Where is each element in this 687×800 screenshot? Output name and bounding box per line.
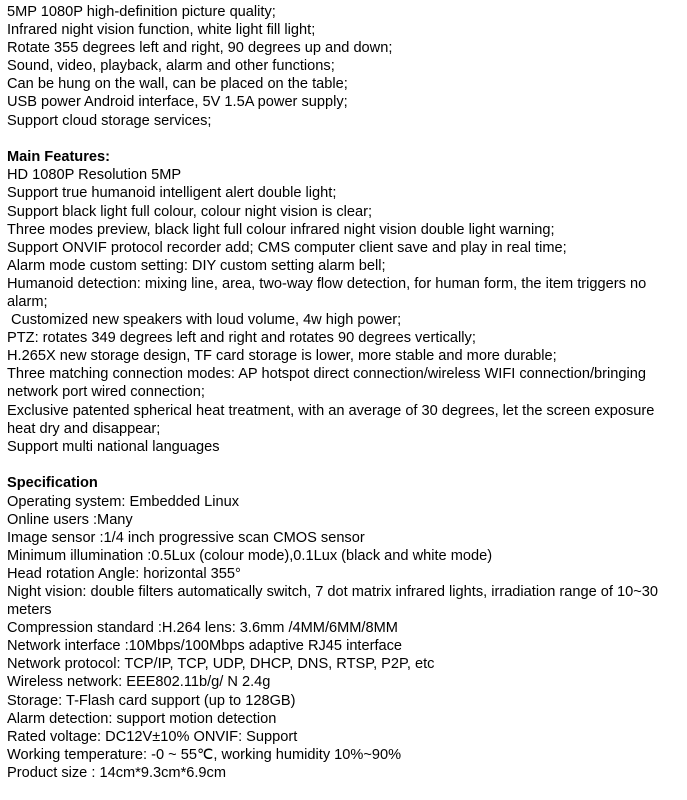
feature-item: HD 1080P Resolution 5MP [7,167,182,184]
intro-section [7,3,683,130]
spec-item: Product size : 14cm*9.3cm*6.9cm [7,764,226,781]
feature-item: PTZ: rotates 349 degrees left and right and rotates 90 degrees vertically; [7,330,476,347]
feature-item: Customized new speakers with loud volume, 4w high power; [7,312,402,329]
intro-line: 5MP 1080P high-definition picture quality; [7,4,276,20]
spec-item: Operating system: Embedded Linux [7,493,240,510]
specification-heading: Specification [7,475,98,492]
feature-item: Alarm mode custom setting: DIY custom setting alarm bell; [7,257,386,274]
spec-item: Night vision: double filters automatically switch, 7 dot matrix infrared lights, irradiation range of 10~30 meters [7,584,658,619]
spec-item: Head rotation Angle: horizontal 355° [7,565,241,582]
spec-item: Rated voltage: DC12V±10% ONVIF: Support [7,728,298,745]
intro-line: Support cloud storage services; [7,112,212,129]
section-spacer [7,456,683,475]
spec-item: Compression standard :H.264 lens: 3.6mm /4MM/6MM/8MM [7,620,398,637]
spec-item: Minimum illumination :0.5Lux (colour mode),0.1Lux (black and white mode) [7,547,493,564]
feature-item: Support multi national languages [7,438,220,455]
intro-line: USB power Android interface, 5V 1.5A power supply; [7,94,348,111]
spec-item: Image sensor :1/4 inch progressive scan CMOS sensor [7,529,365,546]
feature-item: Three modes preview, black light full colour infrared night vision double light warning; [7,221,555,238]
feature-item: Humanoid detection: mixing line, area, two-way flow detection, for human form, the item triggers no alarm; [7,275,647,310]
intro-line: Sound, video, playback, alarm and other functions; [7,58,335,75]
main-features-heading: Main Features: [7,149,110,166]
intro-line: Can be hung on the wall, can be placed on the table; [7,76,348,93]
spec-item: Alarm detection: support motion detection [7,710,277,727]
spec-item: Network interface :10Mbps/100Mbps adaptive RJ45 interface [7,638,403,655]
feature-item: Support ONVIF protocol recorder add; CMS computer client save and play in real time; [7,239,567,256]
spec-item: Storage: T-Flash card support (up to 128GB) [7,692,296,709]
spec-item: Wireless network: EEE802.11b/g/ N 2.4g [7,674,271,691]
intro-line: Rotate 355 degrees left and right, 90 degrees up and down; [7,40,393,57]
section-spacer [7,130,683,149]
spec-item: Working temperature: -0 ~ 55℃, working humidity 10%~90% [7,746,402,763]
feature-item: Support true humanoid intelligent alert double light; [7,185,337,202]
intro-line: Infrared night vision function, white light fill light; [7,22,316,39]
main-features-section [7,148,683,456]
feature-item: Exclusive patented spherical heat treatment, with an average of 30 degrees, let the screen exposure heat dry and disappear; [7,402,655,437]
spec-item: Network protocol: TCP/IP, TCP, UDP, DHCP, DNS, RTSP, P2P, etc [7,656,435,673]
feature-item: H.265X new storage design, TF card storage is lower, more stable and more durable; [7,348,557,365]
specification-section [7,474,683,782]
product-description [7,3,683,782]
spec-item: Online users :Many [7,511,133,528]
feature-item: Support black light full colour, colour night vision is clear; [7,203,373,220]
feature-item: Three matching connection modes: AP hotspot direct connection/wireless WIFI connection/bringing network port wired connection; [7,366,646,401]
